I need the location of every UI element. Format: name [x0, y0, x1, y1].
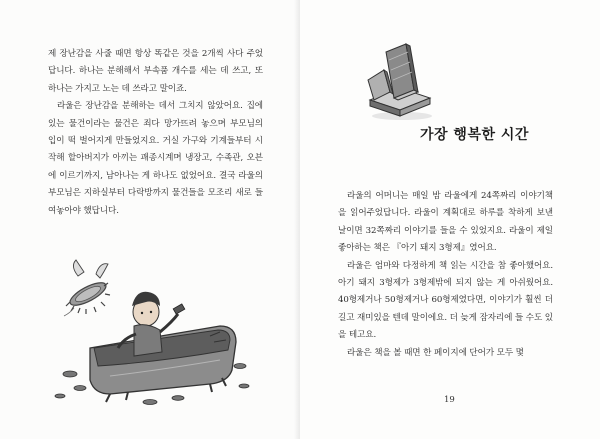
left-paragraph-2: 라울은 장난감을 분해하는 데서 그치지 않았어요. 집에 있는 물건이라는 물건은 죄다 망가뜨려 놓으며 부모님의 입이 떡 벌어지게 만들었지요. 거실 가구와 기계들부터 시작해 할아버지가 아끼는 괘종시계며 냉장고, 수족관, 오븐에 이르기까지, 남아나는 게 하나도 없었어요. 결국 라울의 부모님은 지하실부터 다락방까지 물건들을 모조리 새로 들여놓아야 했답니다.	[48, 101, 263, 216]
right-paragraph-1: 라울의 어머니는 매일 밤 라울에게 24쪽짜리 이야기책을 읽어주었답니다. 라울이 계획대로 하루를 착하게 보낸 날이면 32쪽짜리 이야기를 들을 수 있었지요. 라울이 제일 좋아하는 책은 『아기 돼지 3형제』였어요.	[338, 191, 553, 254]
page-number: 19	[444, 395, 455, 405]
chapter-title: 가장 행복한 시간	[420, 127, 529, 143]
right-page	[300, 0, 600, 439]
stacked-books-illustration	[360, 40, 440, 122]
flying-gear	[64, 260, 110, 316]
book-stack	[368, 44, 430, 116]
bathtub	[90, 326, 236, 402]
right-page-body	[338, 188, 553, 362]
right-paragraph-3: 라울은 책을 볼 때면 한 페이지에 단어가 모두 몇	[347, 347, 524, 358]
left-paragraph-1: 제 장난감을 사줄 때면 항상 똑같은 것을 2개씩 사다 주었답니다. 하나는 분해해서 부속품 개수를 세는 데 쓰고, 또 하나는 가지고 노는 데 쓰라고 말이죠.	[48, 49, 263, 94]
left-page-body	[48, 46, 263, 220]
right-paragraph-2: 라울은 엄마와 다정하게 책 읽는 시간을 참 좋아했어요. 아기 돼지 3형제가 3형제밖에 되지 않는 게 아쉬웠어요. 40형제거나 50형제거나 60형제였다면, 이야기가 훨씬 더 길고 재미있을 텐데 말이에요. 더 늦게 잠자리에 들 수도 있을 테고요.	[338, 260, 553, 341]
bathtub-illustration	[50, 256, 250, 406]
